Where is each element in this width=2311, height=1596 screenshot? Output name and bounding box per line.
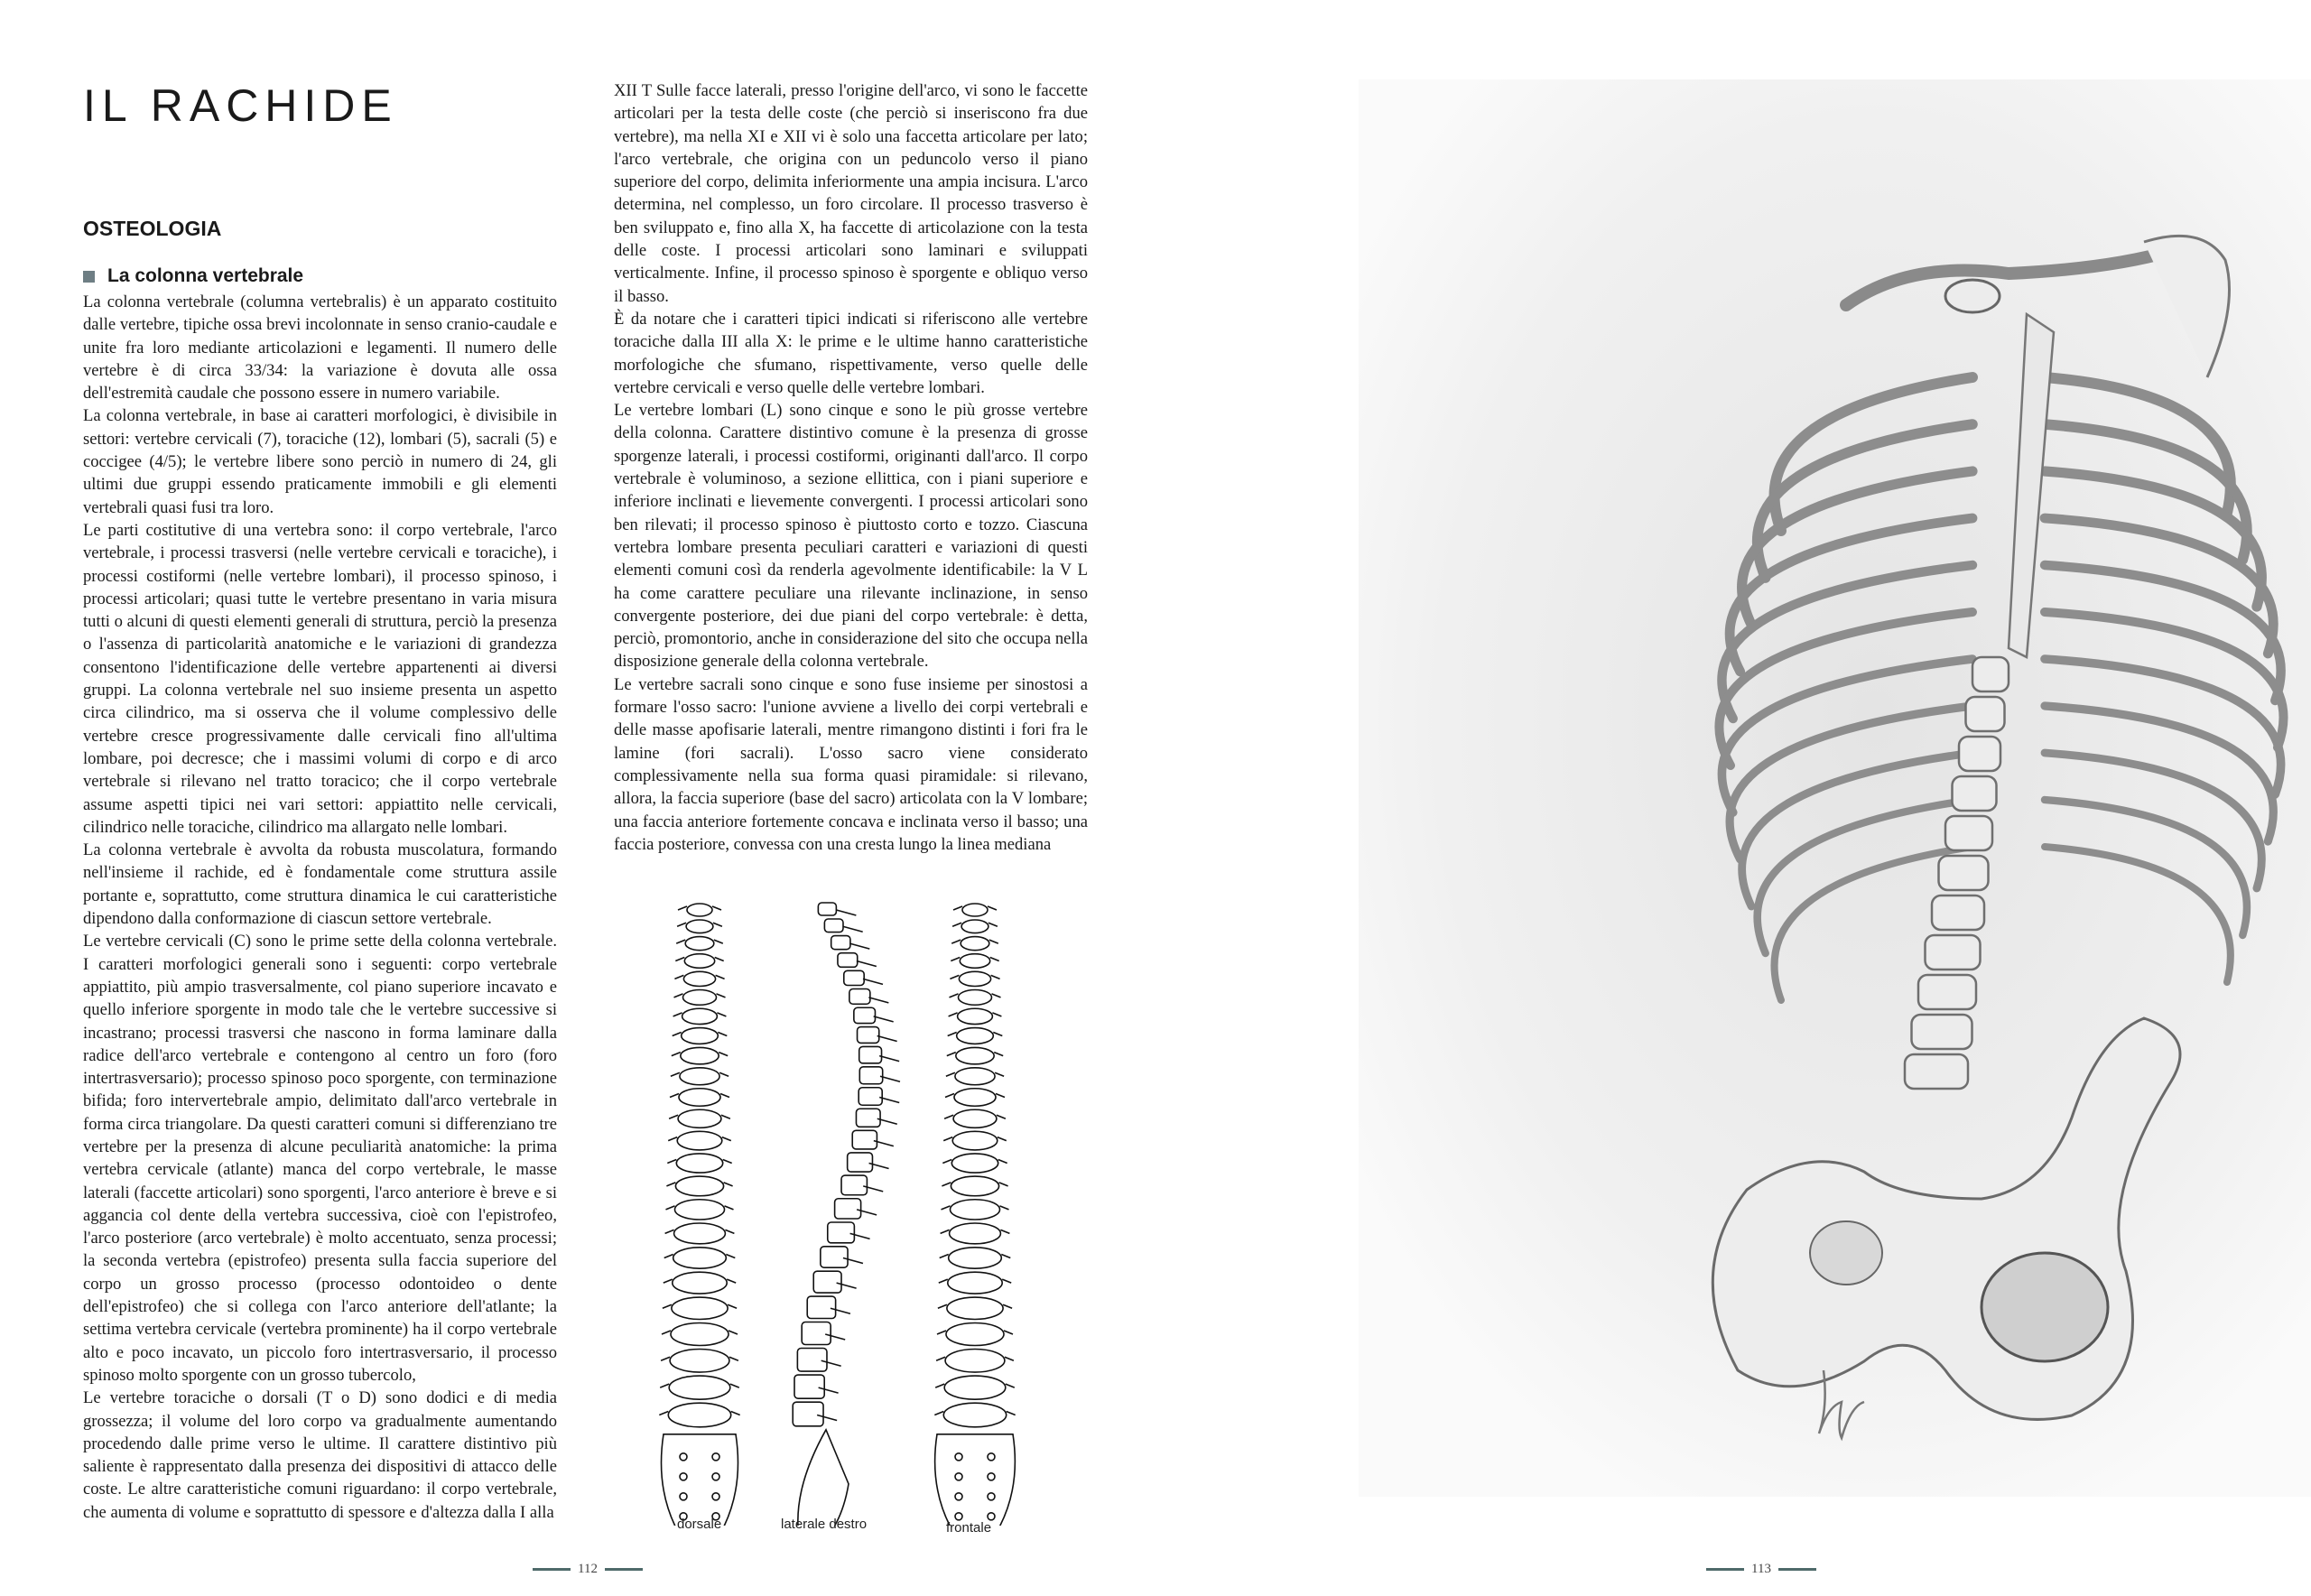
sacrum <box>935 1434 1016 1526</box>
vertebra <box>1972 657 2009 691</box>
vertebra <box>849 989 870 1005</box>
vertebra <box>952 1131 998 1150</box>
sacral-foramen <box>680 1473 687 1480</box>
paragraph: La colonna vertebrale è avvolta da robusta muscolatura, formando nell'insieme il rachide, ed è fondamentale come struttura assile portante e, soprattutto, come struttura dinamica le cui caratteristiche dipendono dalla conformazione di ciascun settore vertebrale. <box>83 840 557 929</box>
sacral-foramen <box>712 1453 719 1461</box>
vertebra <box>944 1376 1006 1399</box>
folio-rule <box>605 1568 643 1571</box>
sacral-foramen <box>955 1493 962 1500</box>
vertebra <box>948 1272 1002 1294</box>
vertebra <box>949 1248 1002 1268</box>
label-laterale-destro: laterale destro <box>781 1517 868 1532</box>
vertebra <box>1953 776 1997 811</box>
vertebra <box>951 1176 998 1196</box>
vertebra <box>1932 895 1984 930</box>
right-page <box>1156 0 2311 1596</box>
paragraph: Le vertebre sacrali sono cinque e sono fuse insieme per sinostosi a formare l'osso sacro: l'unione avviene a livello dei corpi vertebrali e delle masse apofisarie laterali, mentre rimangono distinti i fori fra le lamine (fori sacrali). L'osso sacro viene considerato complessivamente nella sua forma quasi piramidale: si rilevano, allora, la faccia superiore (base del sacro) articolata con la V lombare; una faccia anteriore fortemente concava e inclinata verso il basso; una faccia posteriore, convessa con una cresta lungo la linea mediana <box>614 674 1088 854</box>
vertebra <box>859 1067 882 1084</box>
vertebra <box>959 971 990 986</box>
vertebra <box>674 1223 726 1244</box>
page-number: 113 <box>1751 1562 1771 1576</box>
spinous-process <box>849 943 869 949</box>
vertebra <box>673 1248 727 1268</box>
spinous-process <box>877 1035 897 1041</box>
vertebra <box>813 1271 841 1293</box>
folio-rule <box>1778 1568 1816 1571</box>
spinous-process <box>879 1056 899 1062</box>
vertebra <box>835 1199 861 1219</box>
vertebra <box>945 1350 1005 1373</box>
paragraph: XII T Sulle facce laterali, presso l'origine dell'arco, vi sono le faccette articolari per la testa delle coste (che perciò si inseriscono fra due vertebre), ma nella XI e XII vi è solo una faccetta articolare per lato; l'arco vertebrale, che origina con un peduncolo verso il piano superiore del corpo, delimita inferiormente una ampia incisura. L'arco determina, nel complesso, un foro circolare. Il processo trasverso è ben sviluppato e, fino alla X, ha faccette di articolazione con la testa delle coste. I processi articolari sono laminari e sviluppati verticalmente. Infine, il processo spinoso è sporgente e obliquo verso il basso. <box>614 81 1088 306</box>
vertebra <box>856 1109 880 1127</box>
vertebra <box>838 953 858 968</box>
paragraph: Le vertebre toraciche o dorsali (T o D) sono dodici e di media grossezza; il volume del loro corpo va gradualmente aumentando procedendo dalle prime verso le ultime. Il carattere distintivo più saliente è rappresentato dalla presenza dei dispositivi di attacco delle coste. Le altre caratteristiche comuni riguardano: il corpo vertebrale, che aumenta di volume e soprattutto di spessore e d'altezza dalla I alla <box>83 1388 557 1522</box>
vertebra <box>678 1109 721 1127</box>
square-bullet-icon <box>83 271 95 283</box>
sacral-foramen <box>712 1493 719 1500</box>
paragraph: Le parti costitutive di una vertebra sono: il corpo vertebrale, l'arco vertebrale, i processi trasversi (nelle vertebre cervicali e toraciche), i processi costiformi (nelle vertebre lombari), il processo spinoso, i processi articolari; quasi tutte le vertebre presentano in varia misura tutti o alcuni di questi elementi generali di struttura, perciò la presenza o l'assenza di particolarità anatomiche e le variazioni di grandezza consentono l'identificazione delle vertebre appartenenti ai diversi gruppi. La colonna vertebrale nel suo insieme presenta un aspetto circa cilindrico, ma si osserva che il volume complessivo delle vertebre cresce progressivamente dalle cervicali fino all'ultima lombare, poi decresce; che i massimi volumi di corpo e di arco vertebrale si rilevano nel tratto toracico; che il corpo vertebrale assume aspetti tipici nei vari settori: appiattito nelle cervicali, cilindrico nelle toraciche, cilindrico ma allargato nelle lombari. <box>83 520 557 837</box>
paragraph: Le vertebre cervicali (C) sono le prime sette della colonna vertebrale. I caratteri morfologici generali sono i seguenti: corpo vertebrale appiattito, più ampio trasversalmente, col piano superiore incavato e quello inferiore sporgente in modo tale che le vertebre successive si incastrano; processi trasversi che nascono in forma laminare dalla radice dell'arco vertebrale e contengono al centro un foro (foro intertrasversario); processo spinoso poco sporgente, con terminazione bifida; foro intervertebrale ampio, delimitato dall'arco vertebrale in forma circa triangolare. Da questi caratteri comuni si differenziano tre vertebre per la presenza di alcune peculiarità anatomiche: la prima vertebra cervicale (atlante) manca del corpo vertebrale, le masse laterali (faccette articolari) sono sporgenti, l'arco anteriore è breve e si aggancia col dente della vertebra successiva, cioè con l'epistrofeo, l'arco posteriore (arco vertebrale) è molto accentuato, senza processi; la seconda vertebra (epistrofeo) presenta sulla faccia superiore del corpo un grosso processo (processo odontoideo o dente dell'epistrofeo) che si collega con l'arco anteriore dell'atlante; la settima vertebra cervicale (vertebra prominente) ha il corpo vertebrale alto e poco incavato, un piccolo foro intertrasversario, il processo spinoso molto sporgente con un grosso tubercolo, <box>83 932 557 1385</box>
vertebra <box>682 1008 718 1024</box>
chapter-title: IL RACHIDE <box>83 80 398 131</box>
vertebra <box>685 937 714 951</box>
vertebra <box>943 1403 1006 1427</box>
skeleton-torso-drawing <box>1359 79 2311 1497</box>
paragraph: È da notare che i caratteri tipici indicati si riferiscono alle vertebre toraciche dalla III alla X: le prime e le ultime hanno caratteristiche morfologiche che sfumano, rispettivamente, verso quelle delle vertebre cervicali e verso quelle delle vertebre lombari. <box>614 309 1088 397</box>
vertebra <box>961 937 989 951</box>
spine-diagram <box>632 894 1119 1544</box>
sacral-foramen <box>988 1453 995 1461</box>
page-number-left <box>525 1562 650 1577</box>
vertebra <box>683 971 715 986</box>
vertebra <box>961 920 988 933</box>
vertebra <box>686 920 713 933</box>
vertebra <box>687 904 712 916</box>
vertebra <box>859 1046 882 1062</box>
text-column-1 <box>83 291 557 1524</box>
vertebra <box>668 1403 730 1427</box>
vertebra <box>1912 1015 1972 1049</box>
vertebra <box>1966 697 2005 731</box>
subsection-heading <box>83 265 303 287</box>
vertebra <box>1959 737 2000 771</box>
vertebra <box>682 1028 719 1044</box>
sacrum-lateral <box>798 1430 849 1526</box>
sacral-foramen <box>955 1513 962 1520</box>
vertebra <box>824 919 843 933</box>
vertebra <box>859 1088 882 1106</box>
spinous-process <box>843 926 863 932</box>
vertebra <box>844 970 864 985</box>
spinous-process <box>874 1016 894 1022</box>
vertebra <box>807 1296 835 1318</box>
folio-rule <box>1706 1568 1744 1571</box>
sacral-foramen <box>955 1453 962 1461</box>
vertebra <box>670 1350 729 1373</box>
vertebra <box>680 1068 719 1085</box>
page-number: 112 <box>578 1562 598 1576</box>
vertebra <box>1926 935 1981 970</box>
vertebra <box>673 1272 727 1294</box>
spinous-process <box>836 910 856 915</box>
spinous-process <box>868 998 888 1003</box>
page-number-right <box>1699 1562 1824 1577</box>
section-title: OSTEOLOGIA <box>83 217 222 240</box>
vertebra <box>794 1375 824 1398</box>
vertebra <box>802 1322 831 1345</box>
vertebra <box>958 1008 993 1024</box>
vertebra <box>828 1222 855 1243</box>
vertebra <box>956 1047 994 1063</box>
vertebra <box>954 1089 996 1107</box>
text-column-2 <box>614 79 1088 856</box>
vertebra <box>1945 816 1992 850</box>
vertebra <box>953 1109 997 1127</box>
vertebra <box>962 904 988 916</box>
sacral-foramen <box>955 1473 962 1480</box>
folio-rule <box>533 1568 571 1571</box>
vertebra <box>676 1154 722 1173</box>
vertebra <box>675 1200 725 1220</box>
paragraph: La colonna vertebrale, in base ai caratteri morfologici, è divisibile in settori: vertebre cervicali (7), toraciche (12), lombari (5), sacrali (5) e coccigee (4/5); le vertebre libere sono perciò in numero di 24, gli ultimi due gruppi essendo praticamente immobili e gli elementi vertebrali quasi fusi tra loro. <box>83 406 557 517</box>
vertebra <box>1905 1054 1968 1089</box>
vertebra <box>950 1223 1001 1244</box>
vertebra <box>681 1047 719 1063</box>
vertebra <box>821 1247 848 1267</box>
spinous-process <box>863 979 883 984</box>
paragraph: Le vertebre lombari (L) sono cinque e sono le più grosse vertebre della colonna. Carattere distintivo comune è la presenza di grosse sporgenze laterali, i processi costiformi, originanti dall'arco. Il corpo vertebrale è voluminoso, a sezione ellittica, con i piani superiore e inferiore inclinati e lievemente convergenti. I processi articolari sono ben rilevati; il processo spinoso è piuttosto corto e tozzo. Ciascuna vertebra lombare presenta peculiari caratteri e variazioni di questi elementi comuni così da renderla agevolmente identificabile: la V L ha come carattere peculiare una rilevante inclinazione, in senso convergente posteriore, dei due piani del corpo vertebrale: è detta, perciò, promontorio, anche in considerazione del sito che occupa nella disposizione generale della colonna vertebrale. <box>614 401 1088 672</box>
vertebra <box>841 1175 867 1195</box>
sacrum <box>662 1434 738 1526</box>
vertebra <box>1918 975 1976 1009</box>
vertebra <box>959 990 992 1006</box>
spine-lateral-view <box>793 903 900 1526</box>
sacral-foramen <box>988 1513 995 1520</box>
sacral-foramen <box>988 1473 995 1480</box>
vertebra <box>669 1376 730 1399</box>
label-frontale: frontale <box>946 1520 992 1536</box>
spine-views-illustration <box>632 894 1119 1526</box>
sacral-foramen <box>680 1493 687 1500</box>
vertebra <box>947 1297 1003 1319</box>
vertebra <box>951 1200 1000 1220</box>
vertebra <box>848 1153 873 1172</box>
vertebra <box>675 1176 723 1196</box>
spinous-process <box>857 960 877 966</box>
vertebra <box>951 1154 998 1173</box>
sacral-foramen <box>680 1453 687 1461</box>
vertebra <box>679 1089 720 1107</box>
label-dorsale: dorsale <box>677 1517 722 1532</box>
vertebra <box>854 1007 876 1023</box>
spine-dorsal-view <box>659 904 739 1526</box>
sacral-foramen <box>988 1493 995 1500</box>
pencil-skeleton-illustration <box>1359 79 2311 1497</box>
sacral-foramen <box>712 1473 719 1480</box>
spine-frontal-view <box>934 904 1015 1526</box>
vertebra <box>797 1349 827 1372</box>
vertebra <box>818 903 836 915</box>
vertebra <box>684 954 714 969</box>
vertebra <box>1939 856 1989 890</box>
vertebra <box>793 1402 823 1426</box>
vertebra <box>852 1130 877 1149</box>
vertebra <box>672 1297 728 1319</box>
paragraph: La colonna vertebrale (columna vertebralis) è un apparato costituito dalle vertebre, tipiche ossa brevi incolonnate in senso cranio-caudale e unite fra loro mediante articolazioni e legamenti. Il numero delle vertebre è di circa 33/34: la variazione è dovuta alle ossa dell'estremità caudale che possono essere in numero variabile. <box>83 292 557 404</box>
vertebra <box>677 1131 722 1150</box>
vertebra <box>946 1323 1004 1346</box>
vertebra <box>831 936 850 950</box>
vertebra <box>960 954 989 969</box>
vertebra <box>957 1028 994 1044</box>
vertebra <box>683 990 717 1006</box>
vertebra <box>858 1027 879 1044</box>
vertebra <box>671 1323 729 1346</box>
vertebra <box>955 1068 995 1085</box>
subsection-title: La colonna vertebrale <box>107 265 304 286</box>
